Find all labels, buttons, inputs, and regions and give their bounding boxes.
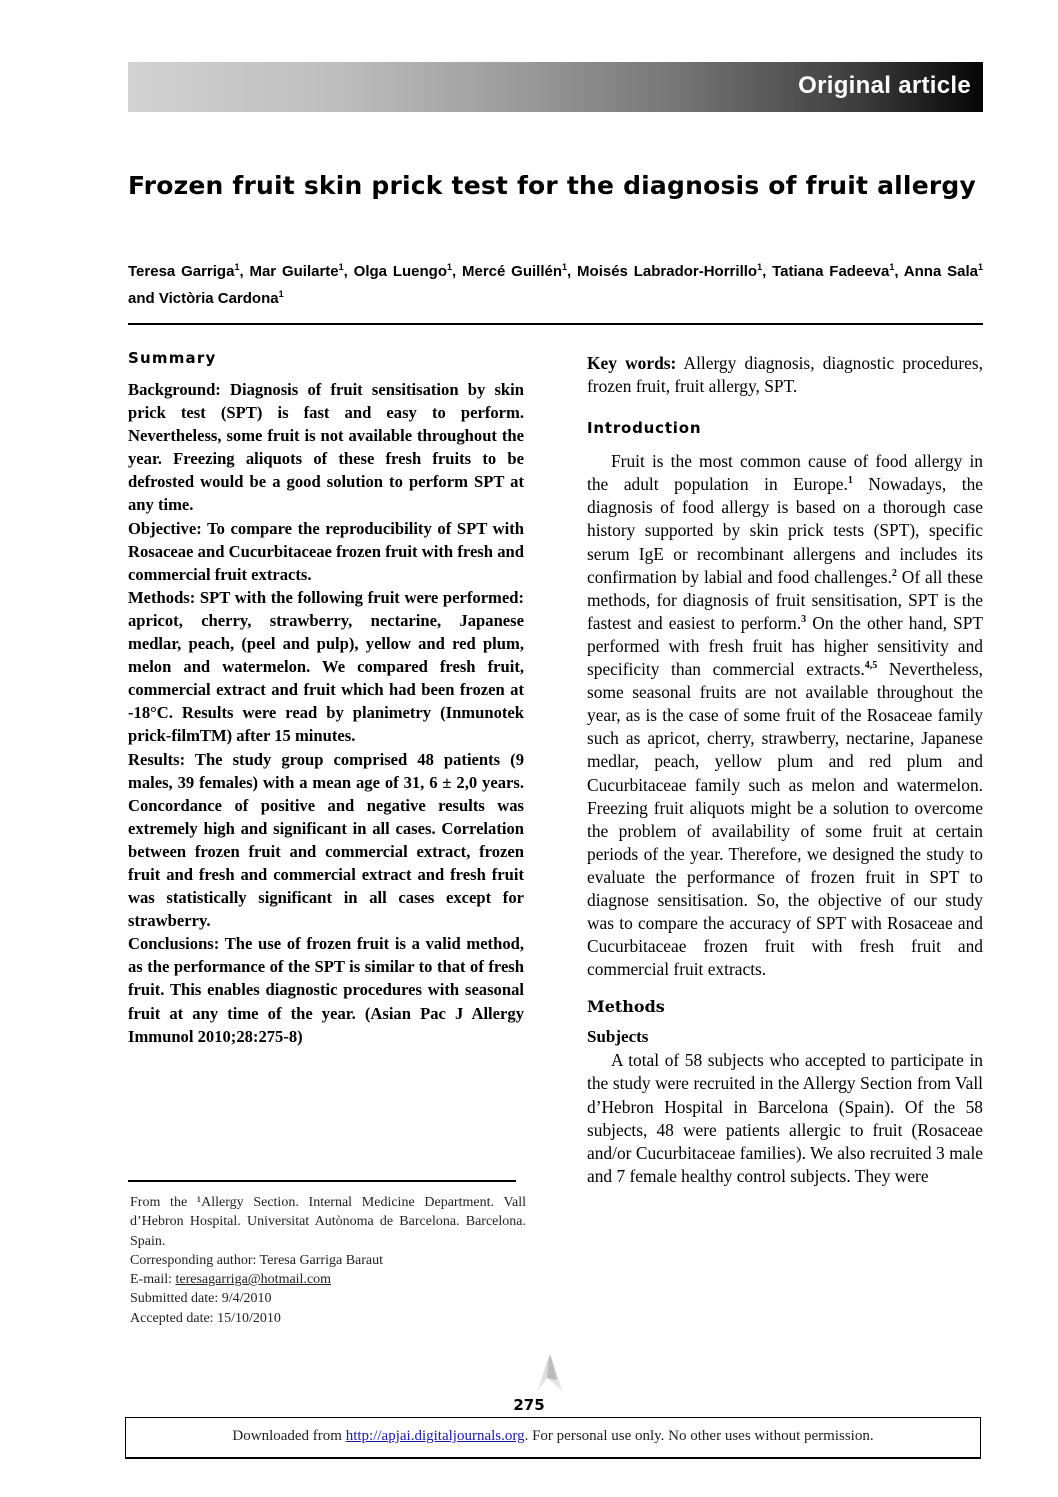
author-affiliation-mark: 1 bbox=[889, 262, 895, 272]
author-affiliation-mark: 1 bbox=[234, 262, 240, 272]
author-name: Teresa Garriga bbox=[128, 263, 235, 280]
journal-logo-icon bbox=[533, 1352, 567, 1394]
accepted-date: Accepted date: 15/10/2010 bbox=[130, 1310, 281, 1326]
citation-ref: 1 bbox=[847, 475, 853, 487]
footnote-divider bbox=[128, 1180, 516, 1182]
header-divider bbox=[128, 323, 983, 325]
affiliation-note: From the ¹Allergy Section. Internal Medicine Department. Vall d’Hebron Hospital. Universitat Autònoma de Barcelona. Barcelona. Spain. bbox=[130, 1195, 526, 1249]
abstract-results: Results: The study group comprised 48 patients (9 males, 39 females) with a mean age of 31, 6 ± 2,0 years. Concordance of positive and negative results was extremely high and significant in all cases. Correlation between frozen fruit and commercial extract, frozen fruit and fresh and commercial extract and fresh fruit was statistically significant in all cases except for strawberry. bbox=[128, 749, 524, 931]
footnote bbox=[130, 1193, 526, 1328]
abstract-methods: Methods: SPT with the following fruit were performed: apricot, cherry, strawberry, nectarine, Japanese medlar, peach, (peel and pulp), yellow and red plum, melon and watermelon. We compared fresh fruit, commercial extract and fruit which had been frozen at -18°C. Results were read by planimetry (Inmunotek prick-filmTM) after 15 minutes. bbox=[128, 587, 524, 746]
citation-ref: 2 bbox=[891, 567, 897, 579]
author-affiliation-mark: 1 bbox=[338, 262, 344, 272]
author-affiliation-mark: 1 bbox=[446, 262, 452, 272]
subjects-text: A total of 58 subjects who accepted to participate in the study were recruited in the Allergy Section from Vall d’Hebron Hospital in Barcelona (Spain). Of the 58 subjects, 48 were patients allergic to fruit (Rosaceae and/or Cucurbitaceae families). We also recruited 3 male and 7 female healthy control subjects. They were bbox=[587, 1050, 983, 1186]
author-name: Mercé Guillén bbox=[462, 263, 563, 280]
author-list: Teresa Garriga$^1$, Mar Guilarte$^1$, Olga Luengo$^1$, Mercé Guillén$^1$, Moisés Labrador-Horrillo$^1$, Tatiana Fadeeva$^1$, Anna Sala$^1$ and Victòria Cardona$^1$ bbox=[128, 262, 983, 307]
author-name: Tatiana Fadeeva bbox=[772, 263, 890, 280]
right-column bbox=[587, 352, 983, 1188]
subjects-subheading: Subjects bbox=[587, 1027, 649, 1047]
article-type-banner bbox=[128, 62, 983, 112]
email-line bbox=[130, 1270, 526, 1289]
abstract-conclusions: Conclusions: The use of frozen fruit is a valid method, as the performance of the SPT is similar to that of fresh fruit. This enables diagnostic procedures with seasonal fruit at any time of the year. (Asian Pac J Allergy Immunol 2010;28:275-8) bbox=[128, 934, 524, 1046]
keywords-label: Key words: bbox=[587, 353, 677, 373]
author-name: Olga Luengo bbox=[353, 263, 447, 280]
author-affiliation-mark: 1 bbox=[757, 262, 763, 272]
summary-heading: Summary bbox=[128, 349, 217, 367]
introduction-heading: Introduction bbox=[587, 419, 702, 438]
article-title: Frozen fruit skin prick test for the diagnosis of fruit allergy bbox=[128, 170, 976, 200]
author-name: Moisés Labrador-Horrillo bbox=[577, 263, 758, 280]
introduction-text: Fruit is the most common cause of food allergy in the adult population in Europe.$^1$ Nowadays, the diagnosis of food allergy is based on a thorough case history supported by skin prick tests (SPT), specific serum IgE or recombinant allergens and includes its confirmation by labial and food challenges.$^2$ Of all these methods, for diagnosis of fruit sensitisation, SPT is the fastest and easiest to perform.$^3$ On the other hand, SPT performed with fresh fruit has higher sensitivity and specificity than commercial extracts.$^{4,5}$ Nevertheless, some seasonal fruits are not available throughout the year, as is the case of some fruit of the Rosaceae family such as apricot, cherry, strawberry, nectarine, Japanese medlar, peach, yellow plum and red plum and Cucurbitaceae family such as melon and watermelon. Freezing fruit aliquots might be a solution to overcome the problem of availability of some fruit at certain periods of the year. Therefore, we designed the study to evaluate the performance of frozen fruit in SPT to diagnose sensitisation. So, the objective of our study was to compare the accuracy of SPT with Rosaceae and Cucurbitaceae frozen fruit with fresh fruit and commercial fruit extracts. bbox=[587, 451, 984, 980]
email-label: E-mail: bbox=[130, 1272, 176, 1288]
citation-ref: 4,5 bbox=[864, 660, 878, 672]
corresponding-author: Corresponding author: Teresa Garriga Baraut bbox=[130, 1252, 384, 1268]
abstract-objective: Objective: To compare the reproducibility of SPT with Rosaceae and Cucurbitaceae frozen fruit with fresh and commercial fruit extracts. bbox=[128, 518, 524, 584]
author-name: Victòria Cardona bbox=[158, 290, 279, 307]
page-number: 275 bbox=[513, 1396, 545, 1414]
citation-ref: 3 bbox=[801, 614, 807, 626]
download-notice bbox=[125, 1417, 981, 1459]
abstract-background: Background: Diagnosis of fruit sensitisation by skin prick test (SPT) is fast and easy to perform. Nevertheless, some fruit is not available throughout the year. Freezing aliquots of these fresh fruits to be defrosted would be a good solution to perform SPT at any time. bbox=[128, 380, 524, 515]
keywords-text: Allergy diagnosis, diagnostic procedures, frozen fruit, fruit allergy, SPT. bbox=[587, 353, 983, 397]
article-type-label: Original article bbox=[798, 72, 971, 99]
journal-link[interactable]: http://apjai.digitaljournals.org bbox=[345, 1428, 525, 1444]
left-column bbox=[128, 346, 524, 1048]
submitted-date: Submitted date: 9/4/2010 bbox=[130, 1291, 272, 1307]
download-prefix: Downloaded from bbox=[232, 1428, 346, 1444]
download-suffix: . For personal use only. No other uses without permission. bbox=[524, 1428, 874, 1444]
author-name: Mar Guilarte bbox=[249, 263, 339, 280]
methods-heading: Methods bbox=[587, 997, 665, 1017]
author-affiliation-mark: 1 bbox=[977, 262, 983, 272]
keywords bbox=[587, 352, 983, 398]
author-name: Anna Sala bbox=[903, 263, 978, 280]
author-affiliation-mark: 1 bbox=[562, 262, 568, 272]
author-affiliation-mark: 1 bbox=[278, 289, 284, 299]
email-link[interactable]: teresagarriga@hotmail.com bbox=[175, 1272, 332, 1288]
